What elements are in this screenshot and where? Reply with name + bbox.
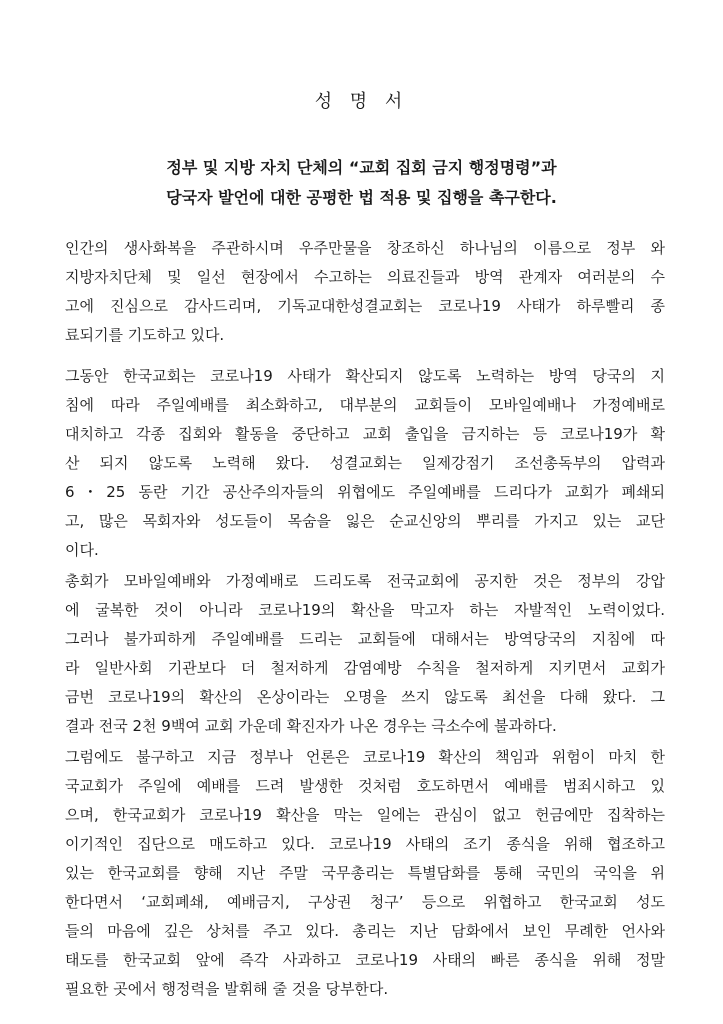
text-line: 있는 한국교회를 향해 지난 주말 국무총리는 특별담화를 통해 국민의 국익을 위 [65, 864, 665, 882]
text-line: 인간의 생사화복을 주관하시며 우주만물을 창조하신 하나님의 이름으로 정부 와 [65, 239, 665, 257]
text-line: 결과 전국 2천 9백여 교회 가운데 확진자가 나온 경우는 극소수에 불과하다. [65, 717, 557, 735]
text-line: 으며, 한국교회가 코로나19 확산을 막는 일에는 관심이 없고 헌금에만 집착하는 [65, 806, 665, 824]
paragraph-3 [65, 567, 665, 741]
text-line: 그럼에도 불구하고 지금 정부나 언론은 코로나19 확산의 책임과 위험이 마치 한 [65, 748, 665, 766]
text-line: 고에 진심으로 감사드리며, 기독교대한성결교회는 코로나19 사태가 하루빨리 종 [65, 297, 665, 315]
text-line: 국교회가 주일에 예배를 드려 발생한 것처럼 호도하면서 예배를 범죄시하고 있 [65, 777, 665, 795]
subtitle-line-2: 당국자 발언에 대한 공평한 법 적용 및 집행을 촉구한다. [166, 188, 557, 207]
text-line: 이다. [65, 541, 99, 559]
text-line: 고, 많은 목회자와 성도들이 목숨을 잃은 순교신앙의 뿌리를 가지고 있는 교단 [65, 512, 665, 530]
text-line: 필요한 곳에서 행정력을 발휘해 줄 것을 당부한다. [65, 980, 389, 998]
text-line: 6・25 동란 기간 공산주의자들의 위협에도 주일예배를 드리다가 교회가 폐쇄되 [65, 483, 665, 501]
document-title: 성 명 서 [314, 91, 409, 112]
text-line: 그동안 한국교회는 코로나19 사태가 확산되지 않도록 노력하는 방역 당국의 지 [65, 367, 665, 385]
text-line: 그러나 불가피하게 주일예배를 드리는 교회들에 대해서는 방역당국의 지침에 따 [65, 630, 665, 648]
text-line: 료되기를 기도하고 있다. [65, 326, 225, 344]
text-line: 에 굴복한 것이 아니라 코로나19의 확산을 막고자 하는 자발적인 노력이었다. [65, 601, 665, 619]
text-line: 라 일반사회 기관보다 더 철저하게 감염예방 수칙을 철저하게 지키면서 교회가 [65, 659, 665, 677]
text-line: 대치하고 각종 집회와 활동을 중단하고 교회 출입을 금지하는 등 코로나19가 확 [65, 425, 665, 443]
subtitle-line-1: 정부 및 지방 자치 단체의 “교회 집회 금지 행정명령”과 [166, 158, 557, 177]
text-line: 금번 코로나19의 확산의 온상이라는 오명을 쓰지 않도록 최선을 다해 왔다. 그 [65, 688, 665, 706]
text-line: 태도를 한국교회 앞에 즉각 사과하고 코로나19 사태의 빠른 종식을 위해 정말 [65, 951, 665, 969]
paragraph-4 [65, 743, 665, 1004]
paragraph-1 [65, 234, 665, 350]
text-line: 한다면서 ‘교회폐쇄, 예배금지, 구상권 청구’ 등으로 위협하고 한국교회 성도 [65, 893, 665, 911]
text-line: 들의 마음에 깊은 상처를 주고 있다. 총리는 지난 담화에서 보인 무례한 언사와 [65, 922, 665, 940]
text-line: 이기적인 집단으로 매도하고 있다. 코로나19 사태의 조기 종식을 위해 협조하고 [65, 835, 665, 853]
paragraph-2 [65, 362, 665, 565]
text-line: 침에 따라 주일예배를 최소화하고, 대부분의 교회들이 모바일예배나 가정예배로 [65, 396, 665, 414]
text-line: 총회가 모바일예배와 가정예배로 드리도록 전국교회에 공지한 것은 정부의 강압 [65, 572, 665, 590]
text-line: 산 되지 않도록 노력해 왔다. 성결교회는 일제강점기 조선총독부의 압력과 [65, 454, 665, 472]
text-line: 지방자치단체 및 일선 현장에서 수고하는 의료진들과 방역 관계자 여러분의 수 [65, 268, 665, 286]
